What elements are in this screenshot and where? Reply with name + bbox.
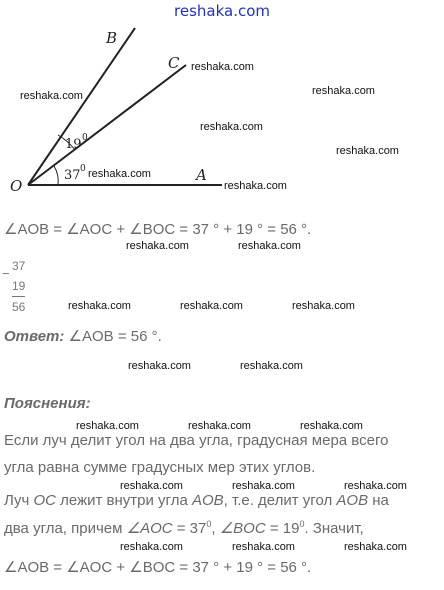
watermark: reshaka.com (76, 420, 139, 432)
line3-text-c: , т.е. делит угол (223, 492, 337, 509)
watermark: reshaka.com (240, 360, 303, 372)
line3-angle-aob: AOB (191, 492, 224, 509)
watermark: reshaka.com (344, 541, 407, 553)
explanation-heading: Пояснения: (4, 395, 91, 412)
equation-sum: ∠AOB = ∠AOC + ∠BOC = 37 ° + 19 ° = 56 °. (4, 221, 312, 238)
watermark: reshaka.com (232, 541, 295, 553)
column-subtraction (12, 256, 25, 317)
column-row-2: 19 (12, 279, 26, 293)
line3-text-d: на (368, 492, 389, 509)
answer-label: Ответ: (4, 328, 65, 345)
line4-degree-2: 0 (299, 519, 305, 529)
explanation-line-1: Если луч делит угол на два угла, градусная мера всего (4, 432, 389, 449)
label-c: C (168, 54, 180, 72)
line4-text-a: два угла, причем (4, 520, 127, 537)
column-row-1: 37 (12, 259, 26, 273)
watermark: reshaka.com (232, 480, 295, 492)
watermark: reshaka.com (224, 180, 287, 192)
column-result: 56 (12, 296, 25, 317)
line3-angle-aob-2: AOB (336, 492, 369, 509)
degree-boc: 0 (82, 133, 88, 143)
answer-line (4, 327, 162, 345)
watermark: reshaka.com (128, 360, 191, 372)
degree-aoc: 0 (80, 164, 86, 174)
watermark: reshaka.com (344, 480, 407, 492)
column-minus: − (2, 266, 10, 281)
ray-oc (28, 65, 186, 185)
ray-ob (28, 28, 135, 185)
line4-text-d: = 19 (265, 520, 300, 537)
watermark: reshaka.com (238, 240, 301, 252)
line3-ray-oc: OC (33, 492, 56, 509)
line3-text-b: лежит внутри угла (56, 492, 192, 509)
line4-text-e: . Значит, (304, 520, 364, 537)
line4-angle-aoc: ∠AOC (126, 520, 173, 537)
watermark: reshaka.com (292, 300, 355, 312)
line3-text-a: Луч (4, 492, 34, 509)
arc-aoc (54, 166, 58, 185)
watermark: reshaka.com (120, 541, 183, 553)
watermark: reshaka.com (68, 300, 131, 312)
answer-text: ∠AOB = 56 °. (68, 328, 162, 345)
watermark: reshaka.com (191, 61, 254, 73)
line4-text-b: = 37 (172, 520, 207, 537)
line4-text-c: , (211, 520, 220, 537)
explanation-line-3 (4, 492, 389, 509)
line4-angle-boc: ∠BOC (219, 520, 266, 537)
label-a: A (196, 166, 207, 184)
watermark: reshaka.com (20, 90, 83, 102)
line4-degree-1: 0 (206, 519, 212, 529)
watermark: reshaka.com (126, 240, 189, 252)
watermark: reshaka.com (188, 420, 251, 432)
angle-diagram (0, 20, 444, 200)
watermark: reshaka.com (312, 85, 375, 97)
final-equation: ∠AOB = ∠AOC + ∠BOC = 37 ° + 19 ° = 56 °. (4, 559, 312, 576)
explanation-line-2: угла равна сумме градусных мер этих углов. (4, 459, 316, 476)
label-b: B (106, 29, 118, 47)
watermark: reshaka.com (336, 145, 399, 157)
explanation-line-4 (4, 519, 364, 537)
watermark: reshaka.com (88, 168, 151, 180)
angle-label-aoc: 37 (64, 168, 81, 183)
watermark-top: reshaka.com (174, 2, 270, 20)
label-o: O (10, 177, 23, 195)
watermark: reshaka.com (200, 121, 263, 133)
watermark: reshaka.com (300, 420, 363, 432)
angle-label-boc: 19 (65, 137, 82, 152)
watermark: reshaka.com (120, 480, 183, 492)
watermark: reshaka.com (180, 300, 243, 312)
